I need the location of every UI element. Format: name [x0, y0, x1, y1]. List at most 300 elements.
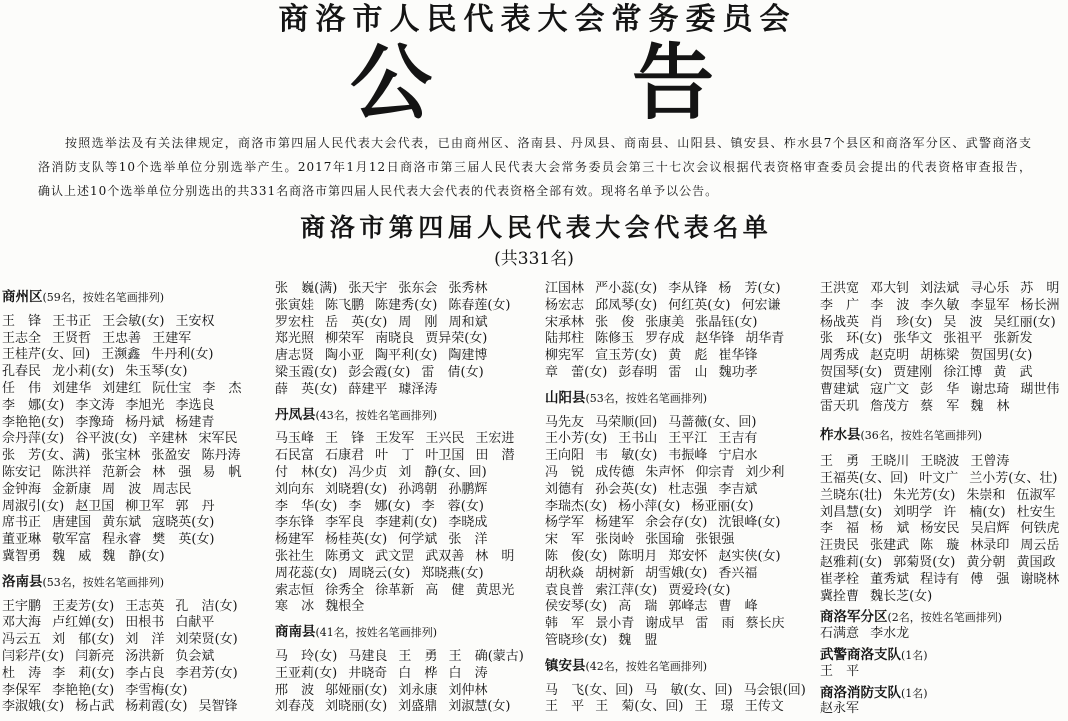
representative-name: 李水龙: [870, 626, 910, 642]
representative-name: 李选良: [175, 397, 215, 413]
representative-name: 寇晓英(女): [152, 515, 215, 531]
roster-column-3: [545, 281, 815, 720]
name-row: [545, 415, 815, 432]
representative-name: 程诗有: [920, 571, 960, 587]
representative-name: 付 林(女): [275, 464, 338, 480]
representative-name: 周淑引(女): [2, 498, 65, 514]
representative-name: 郭峰志: [668, 599, 708, 615]
representative-name: 贾异荣(女): [425, 331, 488, 347]
representative-name: 牛丹利(女): [151, 347, 214, 363]
representative-name: 陶建博: [448, 348, 488, 364]
representative-name: 刘盛鼎: [398, 699, 438, 715]
representative-name: 何宏谦: [741, 297, 781, 313]
representative-name: 邓大钊: [870, 281, 910, 296]
representative-name: 卢红婵(女): [52, 615, 115, 631]
representative-name: 成传德: [595, 464, 635, 480]
notice-heading-char-1: 公: [349, 35, 432, 131]
representative-name: 王传文: [744, 699, 784, 715]
representative-name: 杨 斌: [870, 521, 910, 537]
representative-name: 李建莉(女): [375, 515, 438, 531]
representative-name: 曹 峰: [718, 599, 758, 615]
name-row: [545, 699, 815, 716]
representative-name: 周志民: [152, 481, 192, 497]
representative-name: 王向阳: [545, 448, 585, 464]
name-row: [275, 365, 541, 382]
representative-name: 谷平波(女): [75, 431, 138, 447]
representative-name: 马玉峰: [275, 431, 315, 447]
representative-name: 白献平: [175, 615, 215, 631]
representative-name: 李显军: [970, 297, 1010, 313]
representative-name: 彭 华: [920, 381, 960, 397]
representative-name: 王志英: [125, 598, 165, 614]
name-row: [820, 505, 1067, 522]
representative-name: 王桂芹(女、回): [2, 347, 91, 363]
name-row: [2, 347, 268, 364]
representative-name: 李雪梅(女): [125, 682, 188, 698]
name-row: [275, 649, 541, 666]
representative-name: 张寅娃: [275, 297, 315, 313]
representative-name: 白 桦: [398, 665, 438, 681]
electoral-unit-name: 洛南县: [2, 573, 43, 590]
representative-name: 罗宏柱: [275, 314, 315, 330]
representative-name: 冯少贞: [348, 464, 388, 480]
name-row: [820, 315, 1067, 332]
representative-name: 敬军富: [52, 532, 92, 548]
representative-name: 周花蕊(女): [275, 565, 338, 581]
representative-name: 王平江: [668, 431, 708, 447]
representative-name: 王 菊(女、回): [595, 699, 684, 715]
representative-name: 胡秋焱: [545, 565, 585, 581]
representative-name: 邢 波: [275, 682, 315, 698]
representative-name: 彭会霞(女): [348, 364, 411, 380]
representative-name: 谢忠琦: [970, 381, 1010, 397]
representative-name: 蔡长庆: [745, 616, 785, 632]
representative-name: 魏 静(女): [102, 548, 165, 564]
representative-name: 何红英(女): [668, 297, 731, 313]
representative-name: 吴红丽(女): [993, 314, 1056, 330]
representative-name: 谢晓林: [1020, 571, 1060, 587]
representative-name: 索江萍(女): [595, 582, 658, 598]
representative-name: 任 伟: [2, 380, 42, 396]
representative-name: 柳荣军: [325, 331, 365, 347]
representative-name: 雷天玑: [820, 398, 860, 414]
electoral-unit-note: (41名，按姓名笔画排列): [315, 626, 438, 640]
representative-name: 贾建刚: [893, 364, 933, 380]
representative-name: 杨建军: [595, 515, 635, 531]
representative-name: 贾爱玲(女): [668, 582, 731, 598]
representative-name: 杨建青: [175, 414, 215, 430]
representative-name: 马会银(回): [743, 682, 806, 698]
name-row: [2, 666, 268, 683]
representative-name: 杜安生: [1016, 504, 1056, 520]
representative-name: 蔡 军: [920, 398, 960, 414]
representative-name: 刘建红: [102, 380, 142, 396]
name-row: [2, 632, 268, 649]
representative-name: 郑安怀: [668, 548, 708, 564]
representative-name: 郑光照: [275, 331, 315, 347]
representative-name: 伍淑军: [1016, 487, 1056, 503]
intro-paragraph: [0, 0, 1068, 210]
electoral-unit-note: (42名，按姓名笔画排列): [585, 659, 708, 673]
name-row: [545, 298, 815, 315]
name-row: [275, 499, 541, 516]
representative-name: 李 莉(女): [52, 665, 115, 681]
representative-name: 王晓波: [920, 454, 960, 470]
section-heading: [275, 407, 541, 424]
representative-name: 寻心乐: [970, 281, 1010, 296]
representative-name: 景小青: [595, 616, 635, 632]
representative-name: 王志全: [2, 330, 42, 346]
representative-name: 辛建林: [148, 431, 188, 447]
representative-name: 李艳艳(女): [2, 414, 65, 430]
representative-name: 刘荣贤(女): [175, 632, 238, 648]
representative-name: 林 强: [152, 464, 192, 480]
representative-name: 杨亚丽(女): [691, 498, 754, 514]
electoral-unit-name: 丹凤县: [275, 406, 316, 423]
representative-name: 冯 锐: [545, 464, 585, 480]
representative-name: 赵卫国: [75, 498, 115, 514]
representative-name: 胡华青: [745, 331, 785, 347]
representative-name: 马先友: [545, 414, 585, 430]
representative-name: 魏功孝: [718, 364, 758, 380]
electoral-unit-name: 商洛消防支队: [820, 684, 901, 701]
representative-name: 雷 倩(女): [421, 364, 484, 380]
name-row: [2, 448, 268, 465]
electoral-unit-name: 镇安县: [545, 657, 586, 674]
representative-name: 白 涛: [448, 665, 488, 681]
representative-name: 陈修玉: [595, 331, 635, 347]
representative-name: 王贤哲: [52, 330, 92, 346]
representative-name: 马 飞(女、回): [545, 682, 634, 698]
name-row: [545, 482, 815, 499]
name-row: [545, 532, 815, 549]
name-row: [2, 683, 268, 700]
representative-name: 陈勇文: [325, 548, 365, 564]
representative-name: 黄 武: [993, 364, 1033, 380]
representative-name: 雷 山: [668, 364, 708, 380]
name-row: [545, 348, 815, 365]
name-row: [820, 454, 1067, 471]
name-row: [820, 382, 1067, 399]
representative-name: 郭菊贤(女): [893, 554, 956, 570]
name-row: [2, 431, 268, 448]
representative-name: 周 波: [102, 481, 142, 497]
representative-name: 龙小莉(女): [52, 364, 115, 380]
representative-name: 马蔷薇(女、回): [668, 414, 757, 430]
representative-name: 柳卫军: [125, 498, 165, 514]
representative-name: 黄国政: [1016, 554, 1056, 570]
representative-name: 刘 静(女、回): [398, 464, 487, 480]
representative-name: 黄东斌: [102, 515, 142, 531]
representative-name: 索志恒: [275, 582, 315, 598]
representative-name: 李 蓉(女): [421, 498, 484, 514]
name-row: [275, 532, 541, 549]
roster-total: (共331名): [494, 249, 574, 269]
representative-name: 徐江博: [943, 364, 983, 380]
representative-name: 杨建军: [275, 532, 315, 548]
representative-name: 张社生: [275, 548, 315, 564]
representative-name: 宣玉芳(女): [595, 348, 658, 364]
representative-name: 李 波: [870, 297, 910, 313]
representative-name: 邓大海: [2, 615, 42, 631]
representative-name: 冀拴曹: [820, 588, 860, 604]
representative-name: 张盈安: [151, 448, 191, 464]
representative-name: 黄 彪: [668, 348, 708, 364]
section-heading: [820, 609, 1067, 626]
representative-name: 王晓川: [870, 454, 910, 470]
representative-name: 陈 俊(女): [545, 548, 608, 564]
representative-name: 林 明: [475, 548, 515, 564]
representative-name: 杨学军: [545, 515, 585, 531]
representative-name: 李占良: [125, 665, 165, 681]
representative-name: 崔华锋: [718, 348, 758, 364]
representative-name: 宋 军: [545, 532, 585, 548]
name-row: [820, 281, 1067, 298]
name-row: [820, 572, 1067, 589]
representative-name: 冀智勇: [2, 548, 42, 564]
representative-name: 魏 林: [970, 398, 1010, 414]
electoral-unit-name: 商州区: [2, 289, 43, 305]
section-heading: [820, 685, 1067, 702]
representative-name: 高 瑞: [618, 599, 658, 615]
representative-name: 汪贵民: [820, 538, 860, 554]
representative-name: 张晶钰(女): [695, 314, 758, 330]
representative-name: 刘永康: [398, 682, 438, 698]
representative-name: 李 广: [820, 297, 860, 313]
name-row: [275, 448, 541, 465]
representative-name: 李君芳(女): [175, 665, 238, 681]
representative-name: 吴启辉: [970, 521, 1010, 537]
representative-name: 沈银峰(女): [718, 515, 781, 531]
name-row: [820, 626, 1067, 643]
representative-name: 张宝林: [101, 448, 141, 464]
representative-name: 李东锋: [275, 515, 315, 531]
representative-name: 刘法斌: [920, 281, 960, 296]
representative-name: 彭春明: [618, 364, 658, 380]
name-row: [545, 683, 815, 700]
representative-name: 贺国琴(女): [820, 364, 883, 380]
representative-name: 赵实侠(女): [718, 548, 781, 564]
representative-name: 刘 洋: [125, 632, 165, 648]
name-row: [545, 315, 815, 332]
representative-name: 武双善: [425, 548, 465, 564]
representative-name: 金新康: [52, 481, 92, 497]
representative-name: 李艳艳(女): [52, 682, 115, 698]
name-row: [2, 415, 268, 432]
representative-name: 杨长洲: [1020, 297, 1060, 313]
representative-name: 袁良普: [545, 582, 585, 598]
name-row: [545, 616, 815, 633]
representative-name: 张新发: [993, 331, 1033, 347]
representative-name: 邬娅丽(女): [325, 682, 388, 698]
name-row: [275, 599, 541, 616]
representative-name: 王 平: [545, 699, 585, 715]
representative-name: 马 玲(女): [275, 648, 338, 664]
representative-name: 邱凤琴(女): [595, 297, 658, 313]
section-heading: [2, 289, 268, 306]
representative-name: 田根书: [125, 615, 165, 631]
representative-name: 魏根全: [325, 599, 365, 615]
section-heading: [545, 390, 815, 407]
representative-name: 叶文广: [919, 470, 959, 486]
representative-name: 陈安记: [2, 464, 42, 480]
representative-name: 刘向东: [275, 481, 315, 497]
representative-name: 张东会: [398, 281, 438, 296]
electoral-unit-name: 柞水县: [820, 427, 861, 444]
section-heading: [275, 624, 541, 641]
representative-name: 孙鸿朝: [398, 481, 438, 497]
representative-name: 王麦芳(女): [52, 598, 115, 614]
representative-name: 杨安民: [920, 521, 960, 537]
representative-name: 管晓珍(女): [545, 632, 608, 648]
name-row: [275, 482, 541, 499]
representative-name: 瑚世伟: [1020, 381, 1060, 397]
representative-name: 李保军: [2, 682, 42, 698]
name-row: [545, 365, 815, 382]
name-row: [275, 431, 541, 448]
representative-name: 仰宗青: [695, 464, 735, 480]
representative-name: 王会敏(女): [102, 313, 165, 329]
name-row: [2, 499, 268, 516]
representative-name: 席书正: [2, 515, 42, 531]
representative-name: 李晓成: [448, 515, 488, 531]
representative-name: 张建武: [870, 538, 910, 554]
representative-name: 魏 威: [52, 548, 92, 564]
name-row: [820, 365, 1067, 382]
representative-name: 李 娜(女): [348, 498, 411, 514]
representative-name: 王 确(蒙古): [448, 648, 524, 664]
representative-name: 黄思光: [475, 582, 515, 598]
representative-name: 陈丹涛: [201, 448, 241, 464]
name-row: [275, 666, 541, 683]
name-row: [275, 281, 541, 298]
representative-name: 黄分朝: [966, 554, 1006, 570]
representative-name: 曹建斌: [820, 381, 860, 397]
name-row: [275, 549, 541, 566]
roster-title: 商洛市第四届人民代表大会代表名单: [300, 213, 773, 242]
name-row: [545, 549, 815, 566]
intro-line: 洛消防支队等10个选举单位分别选举产生。2017年1月12日商洛市第三届人民代表大会常务委员会第三十七次会议根据代表资格审查委员会提出的代表资格审查报告，: [38, 160, 1032, 174]
representative-name: 韩 军: [545, 616, 585, 632]
representative-name: 董亚琳: [2, 532, 42, 548]
electoral-unit-note: (1名): [901, 686, 928, 700]
representative-name: 周晓云(女): [348, 565, 411, 581]
name-row: [820, 701, 1067, 718]
electoral-unit-note: (1名): [901, 648, 928, 662]
representative-name: 刘建华: [52, 380, 92, 396]
representative-name: 吴智锋: [198, 699, 238, 715]
representative-name: 陈春莲(女): [448, 297, 511, 313]
representative-name: 胡栋梁: [920, 348, 960, 364]
representative-name: 王 锋: [325, 431, 365, 447]
representative-name: 李淑娥(女): [2, 699, 65, 715]
representative-name: 石满意: [820, 626, 860, 642]
name-row: [2, 465, 268, 482]
representative-name: 陈建秀(女): [375, 297, 438, 313]
representative-name: 刘 郁(女): [52, 632, 115, 648]
representative-name: 郑晓燕(女): [421, 565, 484, 581]
representative-name: 王建军: [152, 330, 192, 346]
representative-name: 张银强: [695, 532, 735, 548]
representative-name: 王 勇: [820, 454, 860, 470]
representative-name: 赵永军: [820, 701, 860, 717]
representative-name: 李 杰: [202, 380, 242, 396]
representative-name: 王曾涛: [970, 454, 1010, 470]
representative-name: 南晓良: [375, 331, 415, 347]
representative-name: 薛建平: [348, 381, 388, 397]
name-row: [275, 315, 541, 332]
name-row: [820, 348, 1067, 365]
representative-name: 周云岳: [1020, 538, 1060, 554]
intro-line: 按照选举法及有关法律规定，商洛市第四届人民代表大会代表，已由商州区、洛南县、丹凤县、商南县、山阳县、镇安县、柞水县7个县区和商洛军分区、武警商洛支: [65, 136, 1032, 150]
name-row: [820, 298, 1067, 315]
representative-name: 兰晓东(壮): [820, 487, 883, 503]
representative-name: 宋军民: [198, 431, 238, 447]
representative-name: 王书正: [52, 313, 92, 329]
representative-name: 程永睿: [102, 532, 142, 548]
representative-name: 武文罡: [375, 548, 415, 564]
representative-name: 刘仲林: [448, 682, 488, 698]
representative-name: 杨小萍(女): [618, 498, 681, 514]
representative-name: 陈 璇: [920, 538, 960, 554]
name-row: [275, 583, 541, 600]
representative-name: 张岗岭: [595, 532, 635, 548]
representative-name: 赵克明: [870, 348, 910, 364]
name-row: [2, 314, 268, 331]
representative-name: 侯安琴(女): [545, 599, 608, 615]
representative-name: 陆邦柱: [545, 331, 585, 347]
representative-name: 张 洋: [448, 532, 488, 548]
intro-line: 确认上述10个选举单位分别选出的共331名商洛市第四届人民代表大会代表的代表资格全部有效。现将名单予以公告。: [38, 184, 719, 198]
representative-name: 李豫琦: [75, 414, 115, 430]
name-row: [545, 633, 815, 650]
name-row: [820, 399, 1067, 416]
representative-name: 崔孝栓: [820, 571, 860, 587]
name-row: [545, 566, 815, 583]
representative-name: 徐秀全: [325, 582, 365, 598]
representative-name: 宁启水: [718, 448, 758, 464]
name-row: [275, 298, 541, 315]
name-row: [820, 471, 1067, 488]
representative-name: 董秀斌: [870, 571, 910, 587]
electoral-unit-name: 山阳县: [545, 389, 586, 406]
representative-name: 香兴福: [718, 565, 758, 581]
representative-name: 肖 珍(女): [870, 314, 933, 330]
name-row: [275, 566, 541, 583]
name-row: [2, 482, 268, 499]
representative-name: 璩泽涛: [398, 381, 438, 397]
representative-name: 李军良: [325, 515, 365, 531]
representative-name: 王小芳(女): [545, 431, 608, 447]
name-row: [545, 599, 815, 616]
representative-name: 金钟海: [2, 481, 42, 497]
representative-name: 张康美: [645, 314, 685, 330]
representative-name: 赵华锋: [695, 331, 735, 347]
representative-name: 马建良: [348, 648, 388, 664]
representative-name: 负会斌: [175, 648, 215, 664]
representative-name: 陶小亚: [325, 348, 365, 364]
representative-name: 朱崇和: [966, 487, 1006, 503]
representative-name: 张祖平: [943, 331, 983, 347]
representative-name: 陈飞鹏: [325, 297, 365, 313]
electoral-unit-note: (36名，按姓名笔画排列): [860, 429, 983, 443]
representative-name: 章 蕾(女): [545, 364, 608, 380]
name-row: [275, 331, 541, 348]
representative-name: 张 芳(女、满): [2, 448, 91, 464]
representative-name: 李从锋: [668, 281, 708, 296]
representative-name: 范新会: [102, 464, 142, 480]
representative-name: 马 敏(女、回): [644, 682, 733, 698]
